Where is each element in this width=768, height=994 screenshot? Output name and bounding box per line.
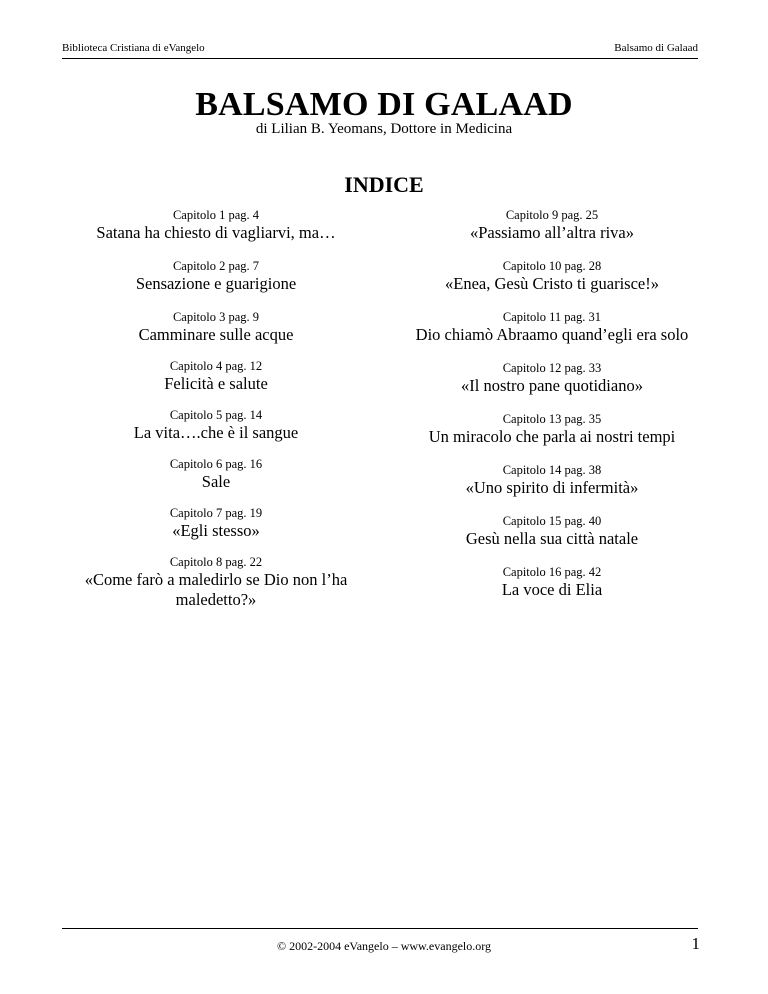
toc-entry-7[interactable] bbox=[66, 506, 366, 541]
toc-entry-title: Gesù nella sua città natale bbox=[465, 529, 639, 548]
toc-entry-title: Camminare sulle acque bbox=[138, 325, 294, 344]
toc-entry-title: Sale bbox=[201, 472, 231, 491]
toc-entry-meta: Capitolo 7 pag. 19 bbox=[169, 506, 263, 520]
header-left: Biblioteca Cristiana di eVangelo bbox=[62, 42, 205, 54]
document-subtitle: di Lilian B. Yeomans, Dottore in Medicina bbox=[255, 121, 513, 137]
toc-entry-11[interactable] bbox=[402, 310, 702, 345]
toc-entry-9[interactable] bbox=[402, 208, 702, 243]
toc-entry-meta: Capitolo 4 pag. 12 bbox=[169, 359, 263, 373]
toc-entry-6[interactable] bbox=[66, 457, 366, 492]
toc-entry-title: Felicità e salute bbox=[164, 374, 268, 393]
toc-entry-14[interactable] bbox=[402, 463, 702, 498]
toc-entry-meta: Capitolo 11 pag. 31 bbox=[502, 310, 602, 324]
toc-entry-meta: Capitolo 16 pag. 42 bbox=[502, 565, 602, 579]
header-rule bbox=[62, 58, 698, 59]
toc-entry-meta: Capitolo 6 pag. 16 bbox=[169, 457, 263, 471]
toc-entry-4[interactable] bbox=[66, 359, 366, 394]
toc-entry-8[interactable] bbox=[66, 555, 366, 610]
toc-entry-16[interactable] bbox=[402, 565, 702, 600]
toc-entry-5[interactable] bbox=[66, 408, 366, 443]
toc-entry-title: La vita….che è il sangue bbox=[133, 423, 299, 442]
toc-entry-1[interactable] bbox=[66, 208, 366, 243]
toc-entry-title: «Passiamo all’altra riva» bbox=[469, 223, 635, 242]
toc-entry-meta: Capitolo 9 pag. 25 bbox=[505, 208, 599, 222]
toc-entry-meta: Capitolo 14 pag. 38 bbox=[502, 463, 602, 477]
toc-entry-title: La voce di Elia bbox=[501, 580, 603, 599]
toc-entry-meta: Capitolo 2 pag. 7 bbox=[172, 259, 260, 273]
toc-entry-title: Sensazione e guarigione bbox=[135, 274, 297, 293]
toc-right-column bbox=[402, 208, 702, 600]
toc-entry-meta: Capitolo 3 pag. 9 bbox=[172, 310, 260, 324]
toc-entry-meta: Capitolo 13 pag. 35 bbox=[502, 412, 602, 426]
toc-entry-meta: Capitolo 10 pag. 28 bbox=[502, 259, 602, 273]
toc-entry-title: «Enea, Gesù Cristo ti guarisce!» bbox=[445, 274, 659, 293]
toc-entry-meta: Capitolo 5 pag. 14 bbox=[169, 408, 263, 422]
toc-entry-title: Dio chiamò Abraamo quand’egli era solo bbox=[415, 325, 689, 344]
toc-entry-13[interactable] bbox=[402, 412, 702, 447]
toc-entry-2[interactable] bbox=[66, 259, 366, 294]
toc-entry-meta: Capitolo 15 pag. 40 bbox=[502, 514, 602, 528]
toc-entry-3[interactable] bbox=[66, 310, 366, 345]
toc-entry-title: «Egli stesso» bbox=[172, 521, 260, 540]
toc-entry-title: «Come farò a maledirlo se Dio non l’ha maledetto?» bbox=[84, 570, 348, 609]
footer-copyright[interactable]: © 2002-2004 eVangelo – www.evangelo.org bbox=[276, 939, 492, 953]
toc-entry-meta: Capitolo 12 pag. 33 bbox=[502, 361, 602, 375]
page-number: 1 bbox=[691, 934, 700, 953]
toc-entry-title: «Uno spirito di infermità» bbox=[465, 478, 639, 497]
header-right: Balsamo di Galaad bbox=[614, 42, 698, 54]
index-heading: INDICE bbox=[344, 172, 424, 197]
toc-entry-10[interactable] bbox=[402, 259, 702, 294]
footer-rule bbox=[62, 928, 698, 929]
toc-entry-title: Satana ha chiesto di vagliarvi, ma… bbox=[96, 223, 336, 242]
toc-entry-15[interactable] bbox=[402, 514, 702, 549]
toc-entry-meta: Capitolo 1 pag. 4 bbox=[172, 208, 260, 222]
toc-entry-title: «Il nostro pane quotidiano» bbox=[461, 376, 643, 395]
toc-entry-title: Un miracolo che parla ai nostri tempi bbox=[428, 427, 676, 446]
toc-entry-12[interactable] bbox=[402, 361, 702, 396]
toc-entry-meta: Capitolo 8 pag. 22 bbox=[169, 555, 263, 569]
document-title: BALSAMO DI GALAAD bbox=[195, 86, 573, 123]
toc-left-column bbox=[66, 208, 366, 610]
